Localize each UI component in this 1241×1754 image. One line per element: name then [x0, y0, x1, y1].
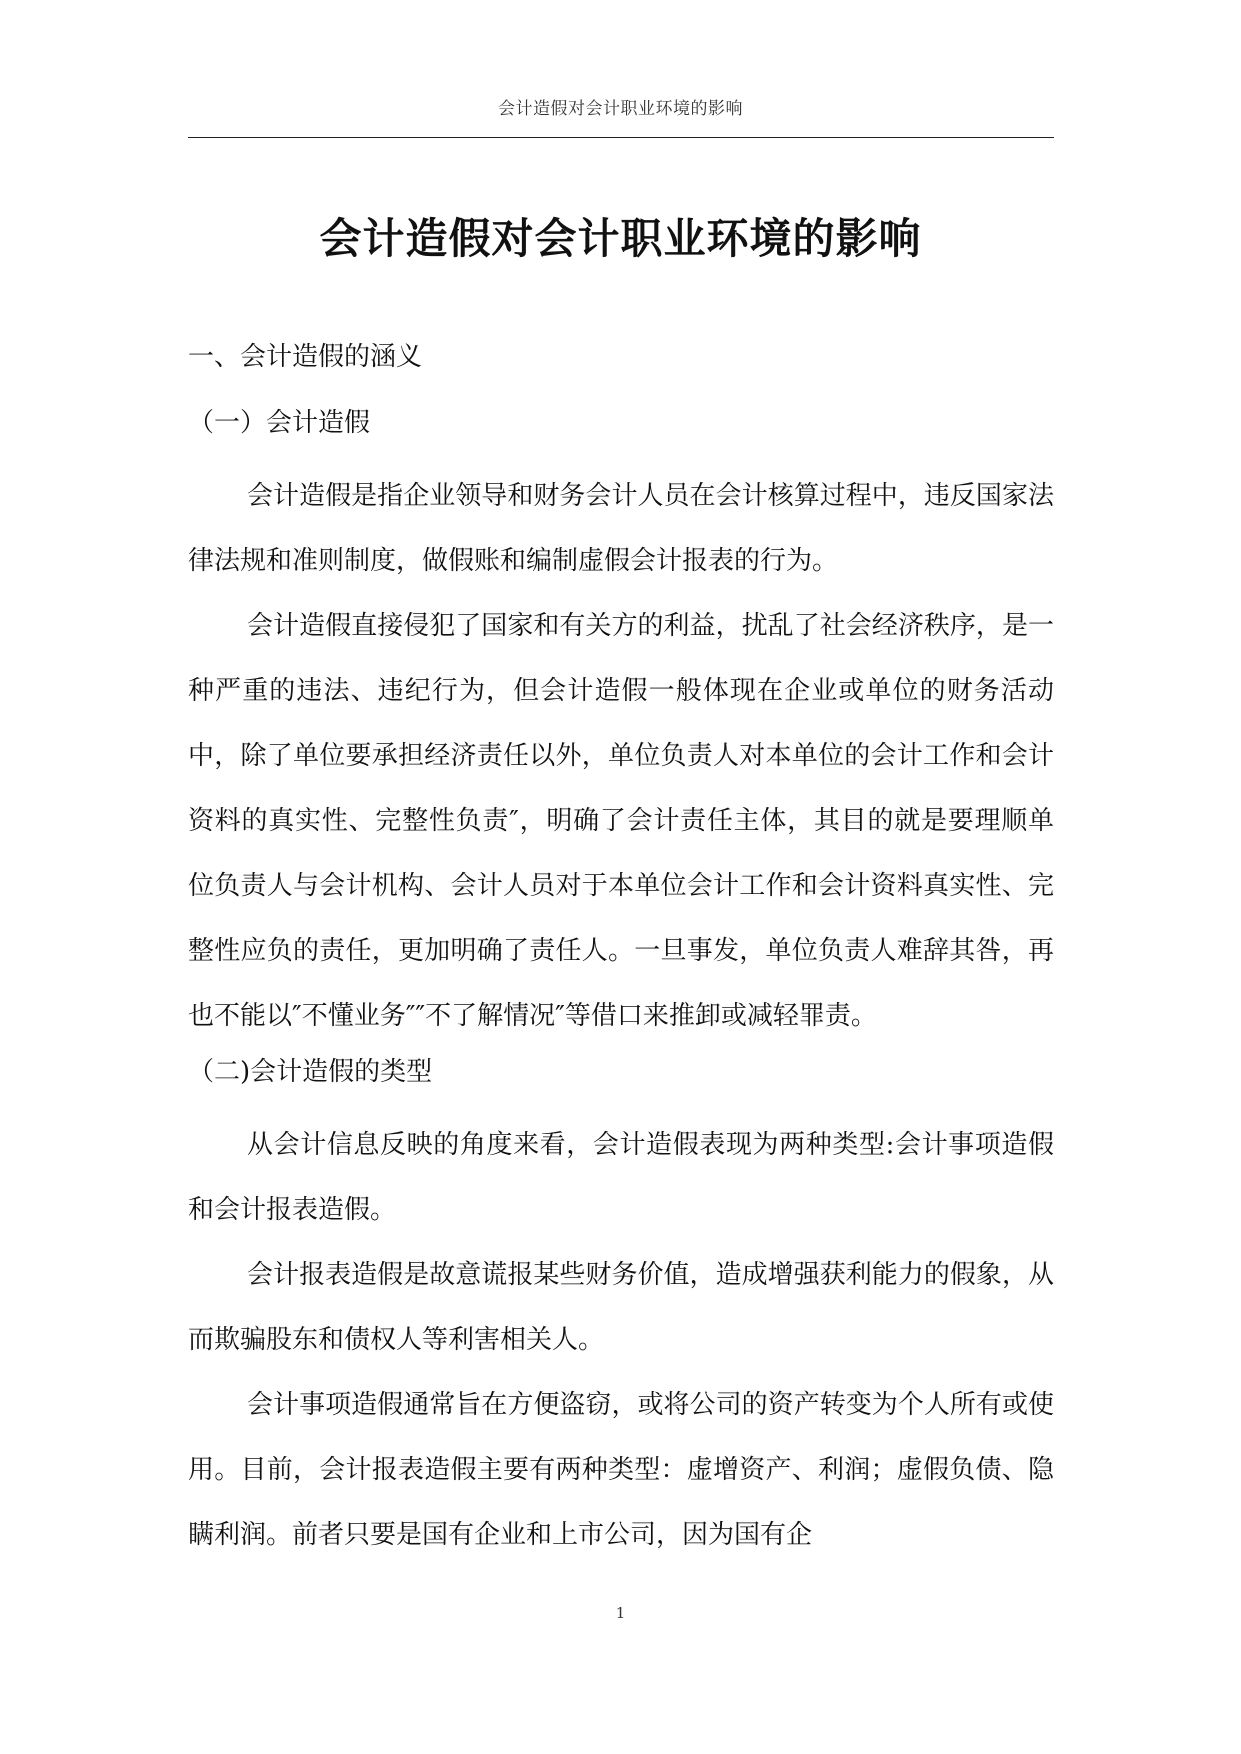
- paragraph: 会计造假是指企业领导和财务会计人员在会计核算过程中，违反国家法律法规和准则制度，做假账和编制虚假会计报表的行为。: [188, 481, 1054, 576]
- subsection-heading: （二)会计造假的类型: [188, 1057, 433, 1087]
- paragraph: 会计报表造假是故意谎报某些财务价值，造成增强获利能力的假象，从而欺骗股东和债权人等利害相关人。: [188, 1260, 1054, 1355]
- paragraph: 会计造假直接侵犯了国家和有关方的利益，扰乱了社会经济秩序，是一种严重的违法、违纪行为，但会计造假一般体现在企业或单位的财务活动中，除了单位要承担经济责任以外，单位负责人对本单位的会计工作和会计资料的真实性、完整性负责″，明确了会计责任主体，其目的就是要理顺单位负责人与会计机构、会计人员对于本单位会计工作和会计资料真实性、完整性应负的责任，更加明确了责任人。一旦事发，单位负责人难辞其咎，再也不能以″不懂业务″″不了解情况″等借口来推卸或减轻罪责。: [188, 611, 1054, 1031]
- page-number: 1: [615, 1604, 626, 1622]
- header-rule: [188, 137, 1054, 138]
- paragraph: 从会计信息反映的角度来看，会计造假表现为两种类型:会计事项造假和会计报表造假。: [188, 1130, 1054, 1225]
- running-header: 会计造假对会计职业环境的影响: [498, 99, 743, 119]
- document-body: [188, 340, 1054, 1568]
- paragraph: 会计事项造假通常旨在方便盗窃，或将公司的资产转变为个人所有或使用。目前，会计报表造假主要有两种类型：虚增资产、利润；虚假负债、隐瞒利润。前者只要是国有企业和上市公司，因为国有企: [188, 1390, 1054, 1550]
- section-heading: 一、会计造假的涵义: [188, 342, 423, 372]
- document-title: 会计造假对会计职业环境的影响: [319, 214, 922, 263]
- subsection-heading: （一）会计造假: [188, 408, 371, 438]
